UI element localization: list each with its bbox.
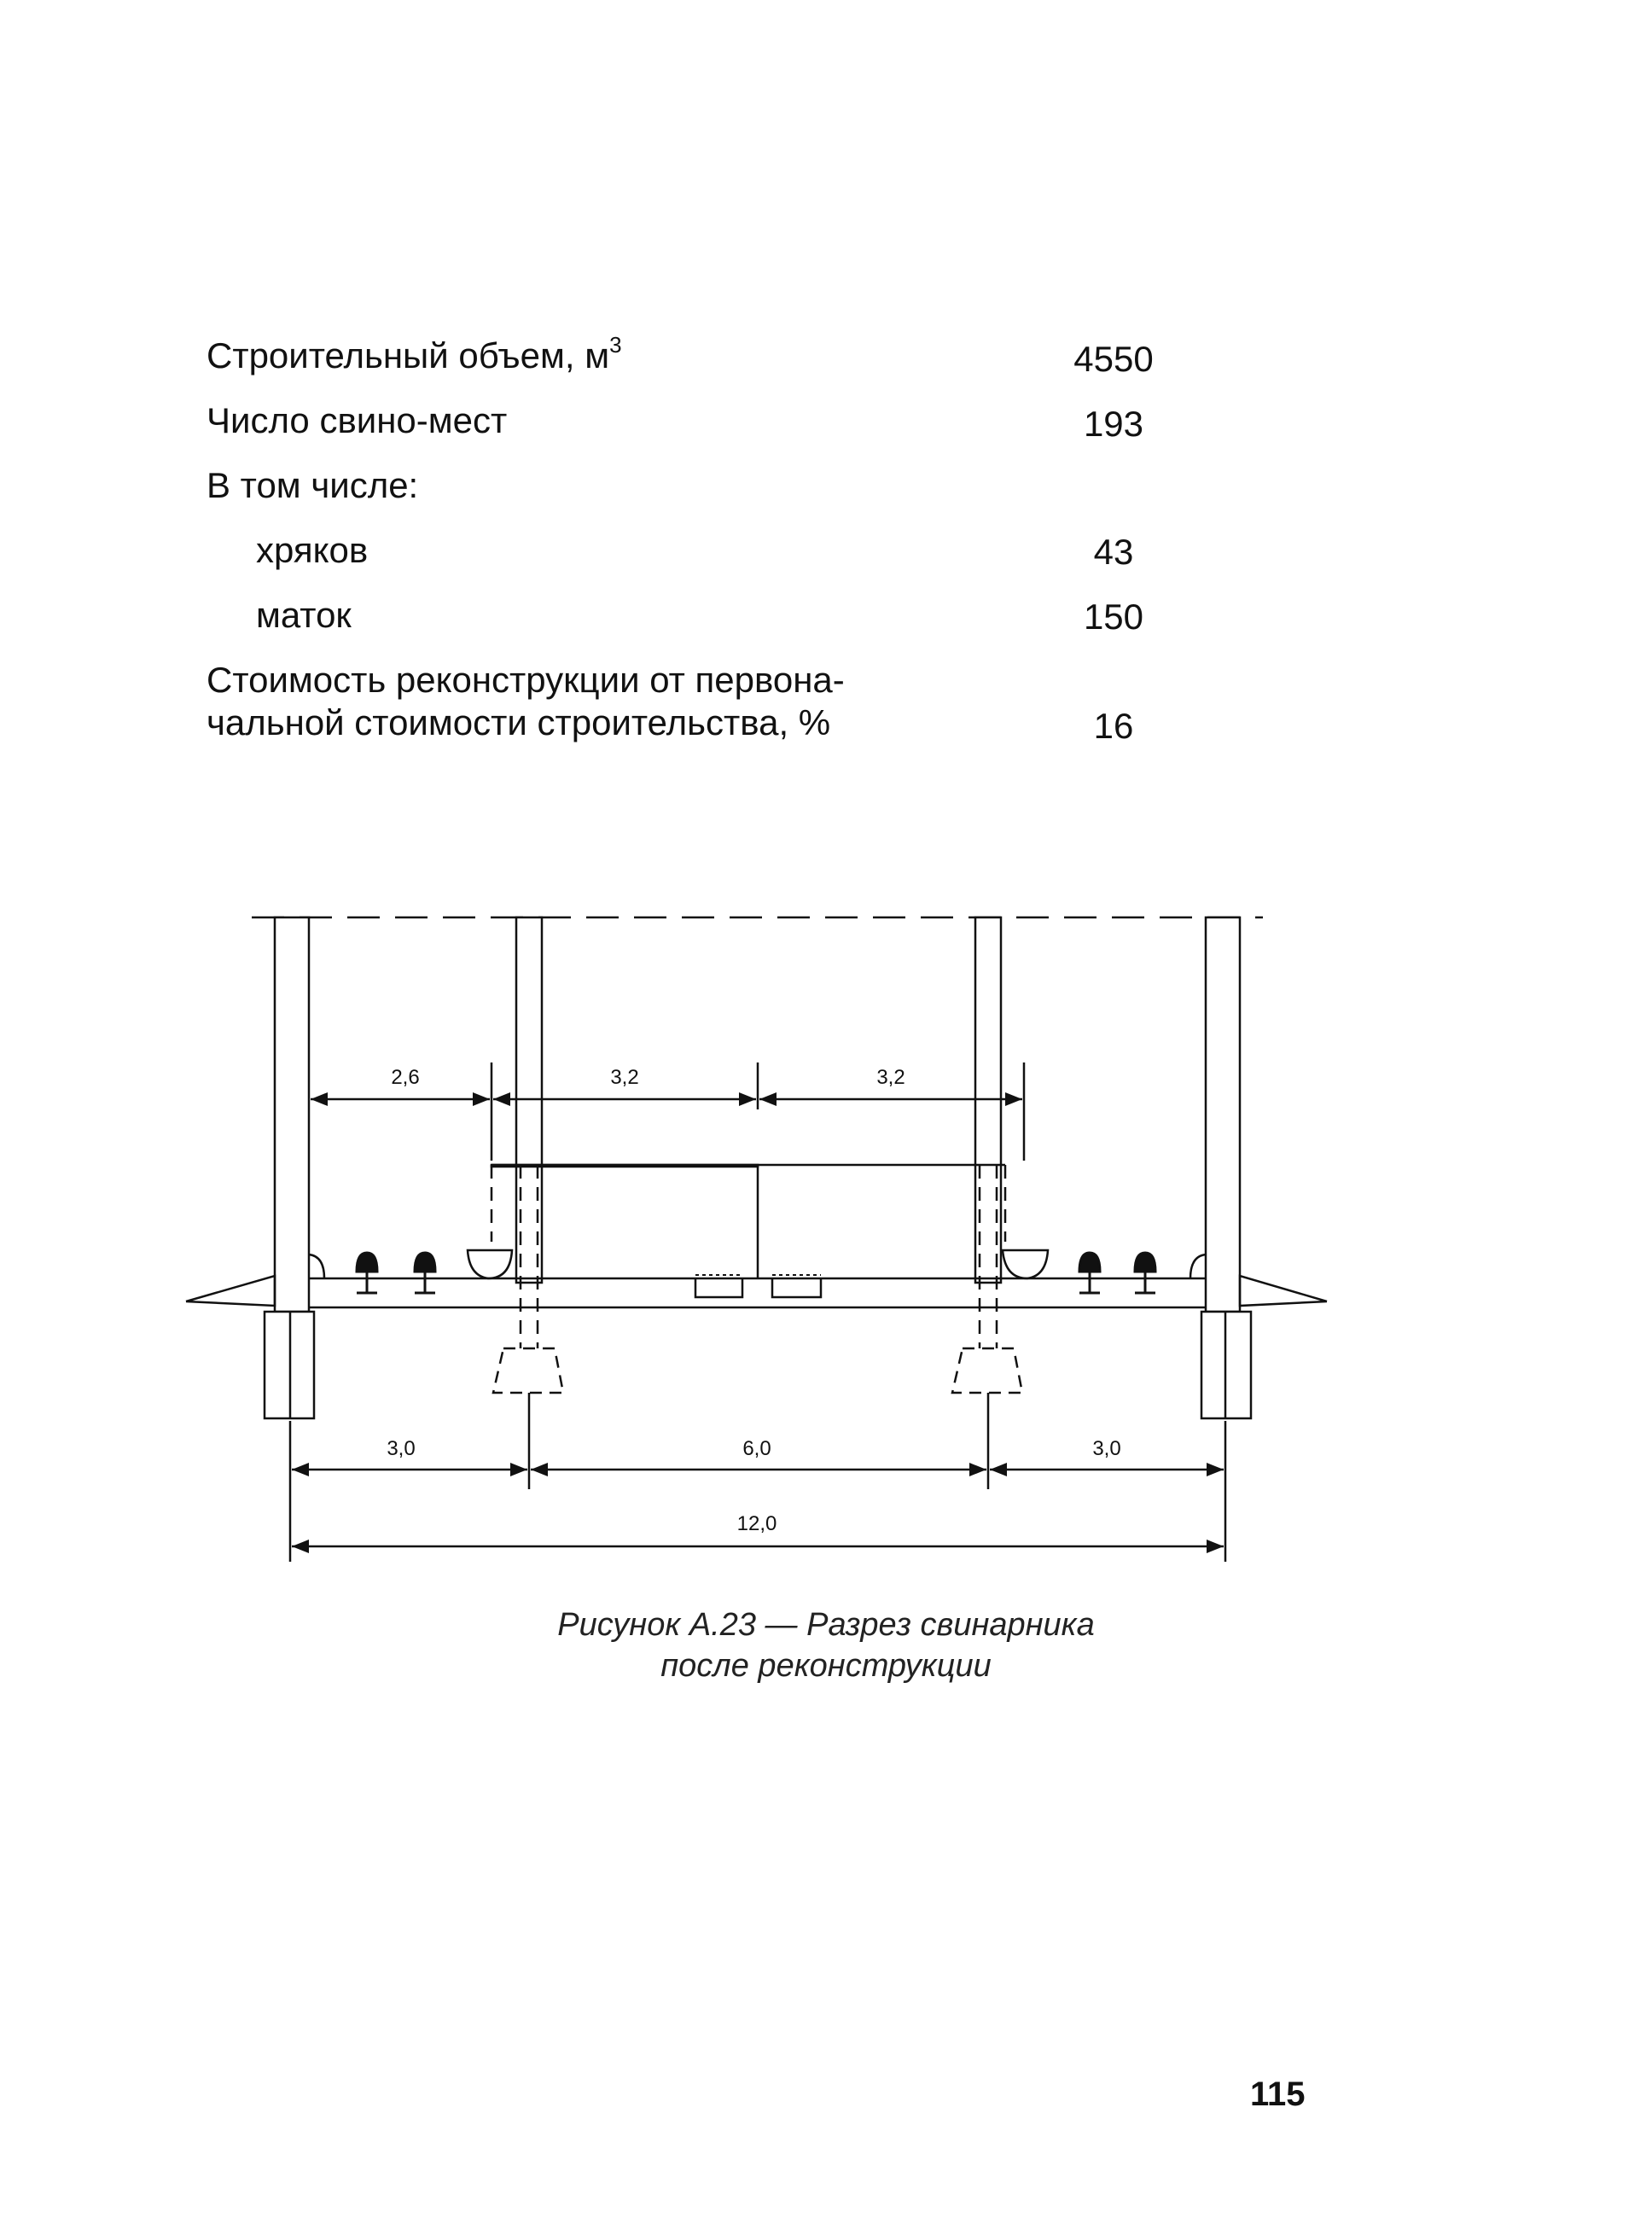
spec-sows-label: маток [256,595,352,635]
spec-sows-value: 150 [1083,597,1144,637]
channel-left [695,1278,742,1297]
spec-cost-label-line1: Стоимость реконструкции от первона- [206,660,845,700]
spec-boars-value: 43 [1093,532,1134,572]
spec-places-value: 193 [1083,404,1144,444]
spec-cost-value: 16 [1093,706,1134,746]
left-ground-slope [186,1276,275,1306]
drinker-right-2 [1135,1253,1155,1293]
dim-label-3-2-right: 3,2 [876,1066,905,1089]
dim-label-3-0-right: 3,0 [1092,1437,1121,1460]
spec-cost-label-line2: чальной стоимости строительства, % [206,702,831,742]
spec-boars-label: хряков [256,530,369,570]
left-wall [275,917,309,1312]
figure-caption-line2: после реконструкции [660,1648,992,1684]
drinker-left-2 [415,1253,435,1293]
right-wall [1206,917,1240,1312]
dim-label-12-0: 12,0 [736,1512,777,1535]
left-feeder [468,1250,512,1278]
spec-volume-label: Строительный объем, $м^3$ [206,332,622,375]
channel-right [772,1278,821,1297]
right-column-footing [952,1348,1022,1393]
dim-label-3-2-left: 3,2 [610,1066,639,1089]
spec-volume-value: 4550 [1073,339,1154,379]
figure-caption-line1: Рисунок А.23 — Разрез свинарника [557,1607,1095,1643]
dim-label-6-0: 6,0 [742,1437,771,1460]
right-feeder [1003,1250,1048,1278]
spec-places-label: Число свино-мест [206,400,508,440]
dim-label-3-0-left: 3,0 [387,1437,416,1460]
left-column-footing [493,1348,563,1393]
drinker-right-1 [1079,1253,1100,1293]
drinker-left-1 [357,1253,377,1293]
page-number: 115 [1250,2075,1306,2113]
left-wall-curve [309,1255,324,1278]
right-ground-slope [1240,1276,1327,1306]
right-wall-curve [1190,1255,1206,1278]
dim-label-2-6: 2,6 [391,1066,420,1089]
spec-including-label: В том числе: [206,465,419,505]
